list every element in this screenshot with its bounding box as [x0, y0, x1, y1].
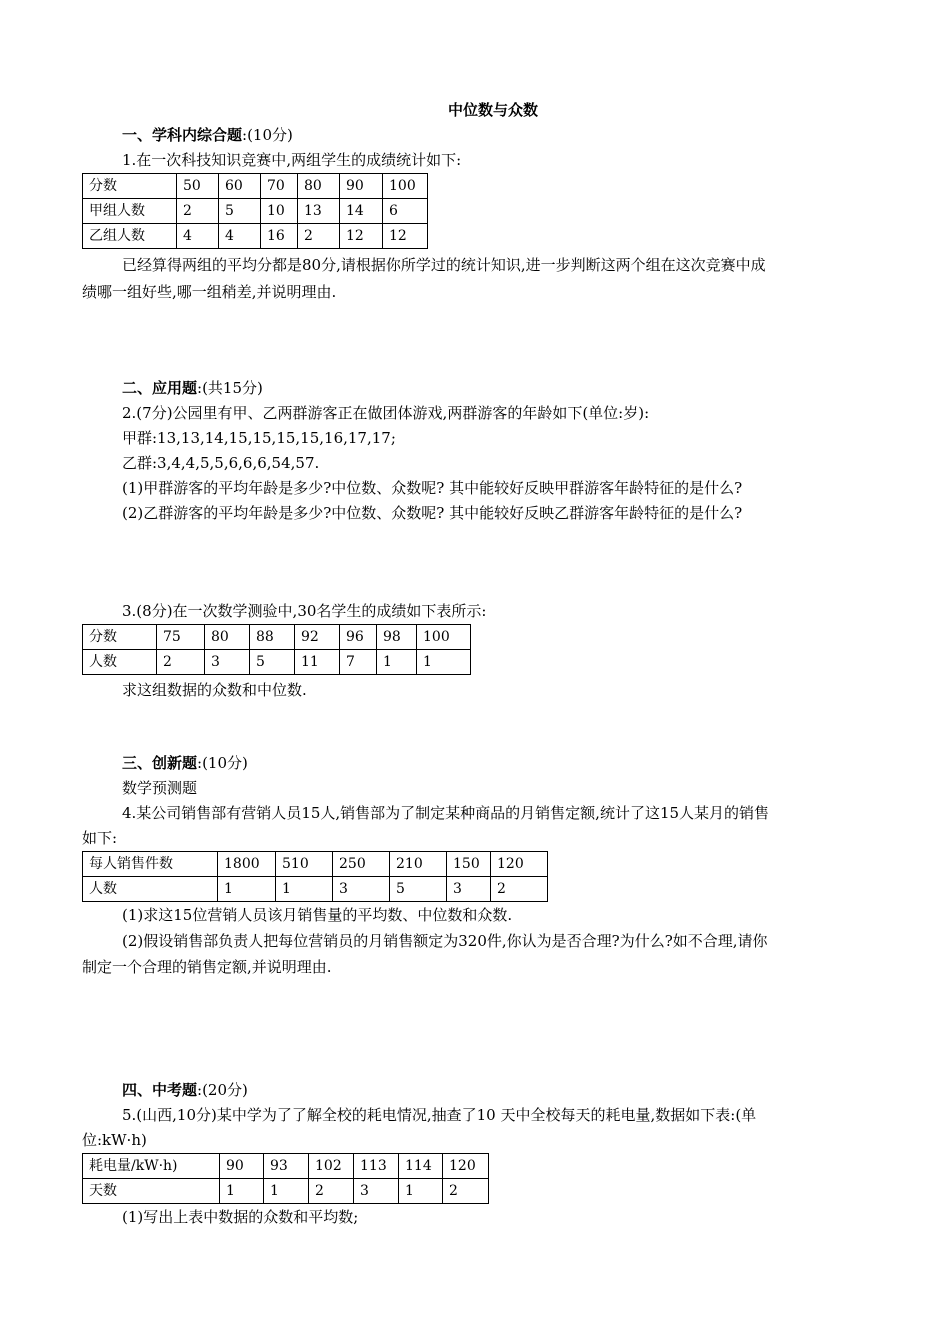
q4-table-cell: 1800 — [218, 852, 276, 877]
q4-table-cell: 3 — [447, 877, 491, 902]
q3-table-cell: 5 — [250, 650, 295, 675]
q4-table-cell: 150 — [447, 852, 491, 877]
q5-table-cell: 1 — [220, 1179, 264, 1204]
q3-table-cell: 98 — [377, 625, 417, 650]
q5-table-cell: 114 — [399, 1154, 443, 1179]
q4-table-cell: 3 — [333, 877, 390, 902]
q1-table-cell: 2 — [177, 199, 219, 224]
q4-table-cell: 510 — [276, 852, 333, 877]
q5-table-row — [83, 1179, 489, 1204]
q3-table-cell: 1 — [417, 650, 471, 675]
q5-table-cell: 2 — [309, 1179, 354, 1204]
q1-table-cell: 乙组人数 — [83, 224, 177, 249]
q1-table-cell: 6 — [383, 199, 428, 224]
q5-table-cell: 耗电量/kW·h) — [83, 1154, 220, 1179]
q5-table-cell: 1 — [264, 1179, 309, 1204]
q1-table-cell: 甲组人数 — [83, 199, 177, 224]
q5-table-row — [83, 1154, 489, 1179]
q1-table-cell: 14 — [340, 199, 383, 224]
q3-score-table — [82, 624, 471, 675]
q4-table-cell: 5 — [390, 877, 447, 902]
q4-table-cell: 120 — [491, 852, 548, 877]
q3-table-cell: 2 — [157, 650, 205, 675]
q3-table-cell: 96 — [340, 625, 377, 650]
page-title: 中位数与众数 — [447, 101, 538, 119]
q4-sales-table — [82, 851, 548, 902]
q3-stem: 3.(8分)在一次数学测验中,30名学生的成绩如下表所示: — [122, 602, 487, 620]
q1-table-cell: 16 — [261, 224, 298, 249]
q3-table-cell: 1 — [377, 650, 417, 675]
q1-table-row — [83, 199, 428, 224]
q5-stem-line1: 5.(山西,10分)某中学为了了解全校的耗电情况,抽查了10 天中全校每天的耗电量,数据如下表:(单 — [122, 1106, 757, 1124]
q4-table-row — [83, 852, 548, 877]
q1-table-cell: 50 — [177, 174, 219, 199]
q4-table-cell: 250 — [333, 852, 390, 877]
q1-table-cell: 90 — [340, 174, 383, 199]
q1-text-line2: 绩哪一组好些,哪一组稍差,并说明理由. — [82, 283, 337, 301]
q1-table-cell: 12 — [340, 224, 383, 249]
q4-stem-line2: 如下: — [82, 829, 118, 847]
q4-part2-line1: (2)假设销售部负责人把每位营销员的月销售额定为320件,你认为是否合理?为什么?如不合理,请你 — [122, 932, 768, 950]
q5-table-cell: 2 — [443, 1179, 489, 1204]
q4-part2-line2: 制定一个合理的销售定额,并说明理由. — [82, 958, 332, 976]
q3-table-cell: 7 — [340, 650, 377, 675]
q3-table-cell: 人数 — [83, 650, 157, 675]
q3-table-cell: 80 — [205, 625, 250, 650]
q1-score-table — [82, 173, 428, 249]
q1-table-row — [83, 224, 428, 249]
q4-stem-line1: 4.某公司销售部有营销人员15人,销售部为了制定某种商品的月销售定额,统计了这15人某月的销售 — [122, 804, 770, 822]
q3-table-cell: 92 — [295, 625, 340, 650]
q2-yi-ages: 乙群:3,4,4,5,5,6,6,6,54,57. — [122, 454, 320, 472]
q3-ask: 求这组数据的众数和中位数. — [122, 681, 307, 699]
q1-stem: 1.在一次科技知识竞赛中,两组学生的成绩统计如下: — [122, 151, 462, 169]
q4-table-cell: 1 — [276, 877, 333, 902]
q1-table-cell: 4 — [177, 224, 219, 249]
q4-part1: (1)求这15位营销人员该月销售量的平均数、中位数和众数. — [122, 906, 513, 924]
q1-table-cell: 4 — [219, 224, 261, 249]
q1-table-cell: 60 — [219, 174, 261, 199]
section-2-points: :(共15分) — [197, 379, 263, 397]
q3-table-cell: 100 — [417, 625, 471, 650]
section-1-points: :(10分) — [242, 126, 293, 144]
q3-table-row — [83, 650, 471, 675]
q5-table-cell: 120 — [443, 1154, 489, 1179]
section-3-heading — [122, 752, 248, 774]
q1-table-row — [83, 174, 428, 199]
q5-table-cell: 102 — [309, 1154, 354, 1179]
q3-table-cell: 88 — [250, 625, 295, 650]
q1-table-cell: 100 — [383, 174, 428, 199]
q5-table-cell: 1 — [399, 1179, 443, 1204]
q1-text-line1: 已经算得两组的平均分都是80分,请根据你所学过的统计知识,进一步判断这两个组在这次竞赛中成 — [122, 256, 766, 274]
section-1-title: 一、学科内综合题 — [122, 126, 243, 144]
q1-table-cell: 70 — [261, 174, 298, 199]
q2-jia-ages: 甲群:13,13,14,15,15,15,15,16,17,17; — [122, 429, 396, 447]
q1-table-cell: 5 — [219, 199, 261, 224]
q4-table-cell: 210 — [390, 852, 447, 877]
q3-table-row — [83, 625, 471, 650]
q5-stem-line2: 位:kW·h) — [82, 1131, 147, 1149]
q5-table-cell: 3 — [354, 1179, 399, 1204]
q2-part2: (2)乙群游客的平均年龄是多少?中位数、众数呢? 其中能较好反映乙群游客年龄特征的是什么? — [122, 504, 743, 522]
q4-table-row — [83, 877, 548, 902]
q4-table-cell: 人数 — [83, 877, 218, 902]
q1-table-cell: 80 — [298, 174, 340, 199]
q4-table-cell: 每人销售件数 — [83, 852, 218, 877]
q3-table-cell: 75 — [157, 625, 205, 650]
q1-table-cell: 分数 — [83, 174, 177, 199]
q1-table-cell: 13 — [298, 199, 340, 224]
section-2-title: 二、应用题 — [122, 379, 198, 397]
q4-table-cell: 2 — [491, 877, 548, 902]
q2-part1: (1)甲群游客的平均年龄是多少?中位数、众数呢? 其中能较好反映甲群游客年龄特征的是什么? — [122, 479, 743, 497]
section-4-title: 四、中考题 — [122, 1081, 198, 1099]
q5-power-table — [82, 1153, 489, 1204]
section-3-title: 三、创新题 — [122, 754, 198, 772]
q5-part1: (1)写出上表中数据的众数和平均数; — [122, 1208, 359, 1226]
section-2-heading — [122, 377, 263, 399]
section-1-heading — [122, 124, 293, 146]
q1-table-cell: 2 — [298, 224, 340, 249]
q4-table-cell: 1 — [218, 877, 276, 902]
q5-table-cell: 93 — [264, 1154, 309, 1179]
q3-table-cell: 11 — [295, 650, 340, 675]
section-4-points: :(20分) — [197, 1081, 248, 1099]
q3-table-cell: 分数 — [83, 625, 157, 650]
q5-table-cell: 90 — [220, 1154, 264, 1179]
q2-stem: 2.(7分)公园里有甲、乙两群游客正在做团体游戏,两群游客的年龄如下(单位:岁): — [122, 404, 650, 422]
q5-table-cell: 113 — [354, 1154, 399, 1179]
q3-table-cell: 3 — [205, 650, 250, 675]
q5-table-cell: 天数 — [83, 1179, 220, 1204]
q1-table-cell: 10 — [261, 199, 298, 224]
section-4-heading — [122, 1079, 248, 1101]
section-3-points: :(10分) — [197, 754, 248, 772]
q1-table-cell: 12 — [383, 224, 428, 249]
section-3-subtitle: 数学预测题 — [122, 779, 198, 797]
